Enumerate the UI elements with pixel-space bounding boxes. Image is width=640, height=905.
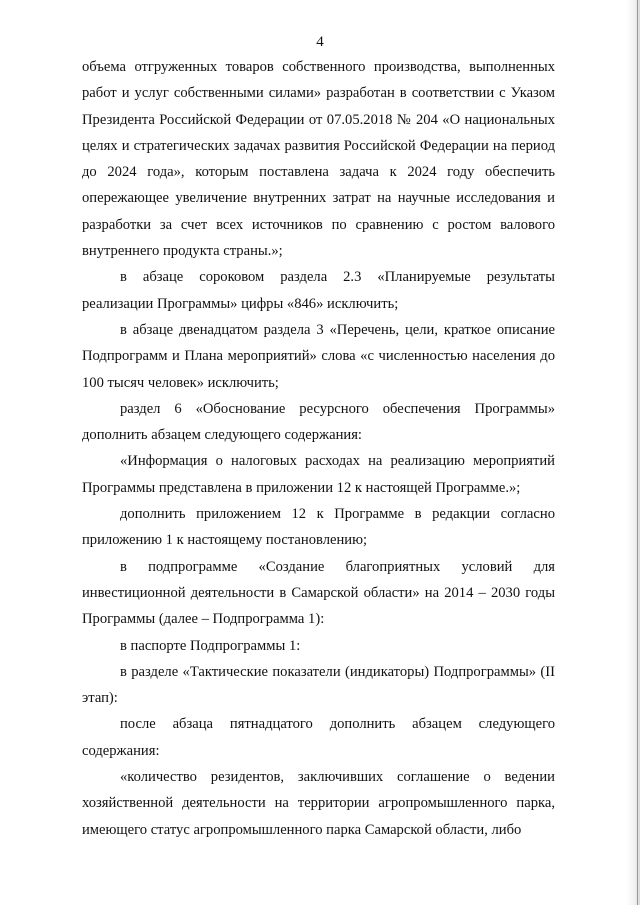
- paragraph: в абзаце двенадцатом раздела 3 «Перечень, цели, краткое описание Подпрограмм и Плана мероприятий» слова «с численностью населения до 100 тысяч человек» исключить;: [82, 321, 555, 391]
- paragraph: в подпрограмме «Создание благоприятных условий для инвестиционной деятельности в Самарской области» на 2014 – 2030 годы Программы (далее – Подпрограмма 1):: [82, 558, 555, 628]
- document-body: [82, 54, 555, 843]
- paragraph: раздел 6 «Обоснование ресурсного обеспечения Программы» дополнить абзацем следующего содержания:: [82, 400, 555, 444]
- paragraph: «Информация о налоговых расходах на реализацию мероприятий Программы представлена в приложении 12 к настоящей Программе.»;: [82, 453, 555, 496]
- paragraph: «количество резидентов, заключивших соглашение о ведении хозяйственной деятельности на территории агропромышленного парка, имеющего статус агропромышленного парка Самарской области, либо: [82, 769, 555, 838]
- paragraph: после абзаца пятнадцатого дополнить абзацем следующего содержания:: [82, 716, 555, 759]
- page-number: 4: [316, 34, 324, 50]
- scan-edge-line: [637, 0, 638, 905]
- paragraph: в паспорте Подпрограммы 1:: [120, 637, 301, 654]
- paragraph: в абзаце сороковом раздела 2.3 «Планируемые результаты реализации Программы» цифры «846» исключить;: [82, 269, 555, 312]
- paragraph: в разделе «Тактические показатели (индикаторы) Подпрограммы» (II этап):: [82, 663, 555, 707]
- paragraph: дополнить приложением 12 к Программе в редакции согласно приложению 1 к настоящему постановлению;: [82, 506, 555, 549]
- paragraph-continuation: объема отгруженных товаров собственного производства, выполненных работ и услуг собственными силами» разработан в соответствии с Указом Президента Российской Федерации от 07.05.2018 № 204 «О национальных целях и стратегических задачах развития Российской Федерации на период до 2024 года», которым поставлена задача к 2024 году обеспечить опережающее увеличение внутренних затрат на научные исследования и разработки за счет всех источников по сравнению с ростом валового внутреннего продукта страны.»;: [82, 59, 555, 260]
